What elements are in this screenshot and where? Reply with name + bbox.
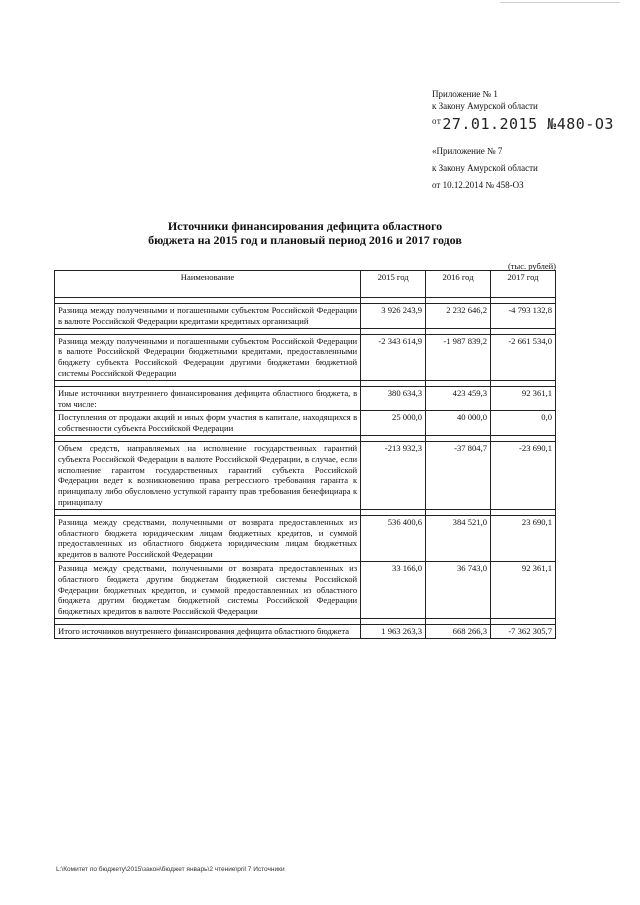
stamp-prefix: от (432, 116, 442, 126)
appendix-7-block (432, 145, 538, 191)
row-value-2016: -37 804,7 (426, 441, 491, 509)
row-value-2017: 92 361,1 (491, 561, 556, 618)
row-name: Разница между средствами, полученными от возврата предоставленных из областного бюджета другим бюджетам бюджетной системы Российской Федерации бюджетных кредитов, и суммой предоставленных из областного бюджета другим бюджетам бюджетной системы Российской Федерации бюджетных кредитов в валюте Российской Федерации (55, 561, 361, 618)
table-row (55, 515, 556, 561)
table-row (55, 411, 556, 436)
file-path-footer: L:\Комитет по бюджету\2015\закон\бюджет январь\2 чтение\pril 7 Источники (56, 866, 285, 873)
row-name: Разница между средствами, полученными от возврата предоставленных из областного бюджета юридическим лицам бюджетных кредитов, и суммой предоставленных из областного бюджета юридическим лицам бюджетных кредитов в валюте Российской Федерации (55, 515, 361, 561)
law-date-stamp (432, 115, 614, 133)
row-name: Итого источников внутреннего финансирования дефицита областного бюджета (55, 624, 361, 638)
appendix-1-law: к Закону Амурской области (432, 101, 538, 111)
table-row (55, 334, 556, 380)
row-name: Иные источники внутреннего финансирования дефицита областного бюджета, в том числе: (55, 386, 361, 411)
top-edge-line (500, 2, 620, 3)
title-line-1: Источники финансирования дефицита областного (167, 219, 443, 233)
row-value-2017: -4 793 132,8 (491, 304, 556, 329)
table-row (55, 561, 556, 618)
appendix-1-title: Приложение № 1 (432, 89, 498, 99)
row-value-2016: 668 266,3 (426, 624, 491, 638)
header-2016: 2016 год (426, 271, 491, 298)
financing-sources-table (54, 270, 556, 639)
row-name: Разница между полученными и погашенными субъектом Российской Федерации в валюте Российской Федерации кредитами кредитных организаций (55, 304, 361, 329)
row-value-2016: 423 459,3 (426, 386, 491, 411)
row-value-2016: -1 987 839,2 (426, 334, 491, 380)
table-row (55, 304, 556, 329)
row-value-2015: 33 166,0 (361, 561, 426, 618)
table-row (55, 386, 556, 411)
row-value-2017: -2 661 534,0 (491, 334, 556, 380)
appendix-7-date: от 10.12.2014 № 458-ОЗ (432, 180, 524, 190)
units-label: (тыс. рублей) (507, 261, 556, 271)
row-value-2016: 40 000,0 (426, 411, 491, 436)
row-value-2015: -2 343 614,9 (361, 334, 426, 380)
title-line-2: бюджета на 2015 год и плановый период 2016 и 2017 годов (148, 233, 462, 247)
row-value-2017: -23 690,1 (491, 441, 556, 509)
header-2015: 2015 год (361, 271, 426, 298)
row-value-2015: 380 634,3 (361, 386, 426, 411)
table-header-row (55, 271, 556, 298)
row-value-2016: 36 743,0 (426, 561, 491, 618)
row-value-2017: -7 362 305,7 (491, 624, 556, 638)
row-value-2017: 0,0 (491, 411, 556, 436)
row-name: Поступления от продажи акций и иных форм участия в капитале, находящихся в собственности субъекта Российской Федерации (55, 411, 361, 436)
header-2017: 2017 год (491, 271, 556, 298)
row-name: Объем средств, направляемых на исполнение государственных гарантий субъекта Российской Федерации в валюте Российской Федерации, в случае, если исполнение гарантом государственных гарантий субъекта Российской Федерации ведет к возникновению права регрессного требования гаранта к принципалу либо обусловлено уступкой гаранту прав требования бенефициара к принципалу (55, 441, 361, 509)
row-value-2017: 23 690,1 (491, 515, 556, 561)
row-value-2015: 25 000,0 (361, 411, 426, 436)
row-value-2015: -213 932,3 (361, 441, 426, 509)
stamp-text: 27.01.2015 №480-ОЗ (442, 115, 614, 133)
row-name: Разница между полученными и погашенными субъектом Российской Федерации в валюте Российской Федерации бюджетными кредитами, предоставленными бюджету субъекта Российской Федерации другими бюджетами бюджетной системы Российской Федерации (55, 334, 361, 380)
appendix-7-title: «Приложение № 7 (432, 146, 503, 156)
table-row-total (55, 624, 556, 638)
appendix-7-law: к Закону Амурской области (432, 163, 538, 173)
row-value-2017: 92 361,1 (491, 386, 556, 411)
document-title (0, 219, 610, 247)
row-value-2016: 2 232 646,2 (426, 304, 491, 329)
header-name: Наименование (55, 271, 361, 298)
row-value-2016: 384 521,0 (426, 515, 491, 561)
row-value-2015: 1 963 263,3 (361, 624, 426, 638)
row-value-2015: 536 400,6 (361, 515, 426, 561)
row-value-2015: 3 926 243,9 (361, 304, 426, 329)
appendix-1-block (432, 88, 538, 112)
table-row (55, 441, 556, 509)
